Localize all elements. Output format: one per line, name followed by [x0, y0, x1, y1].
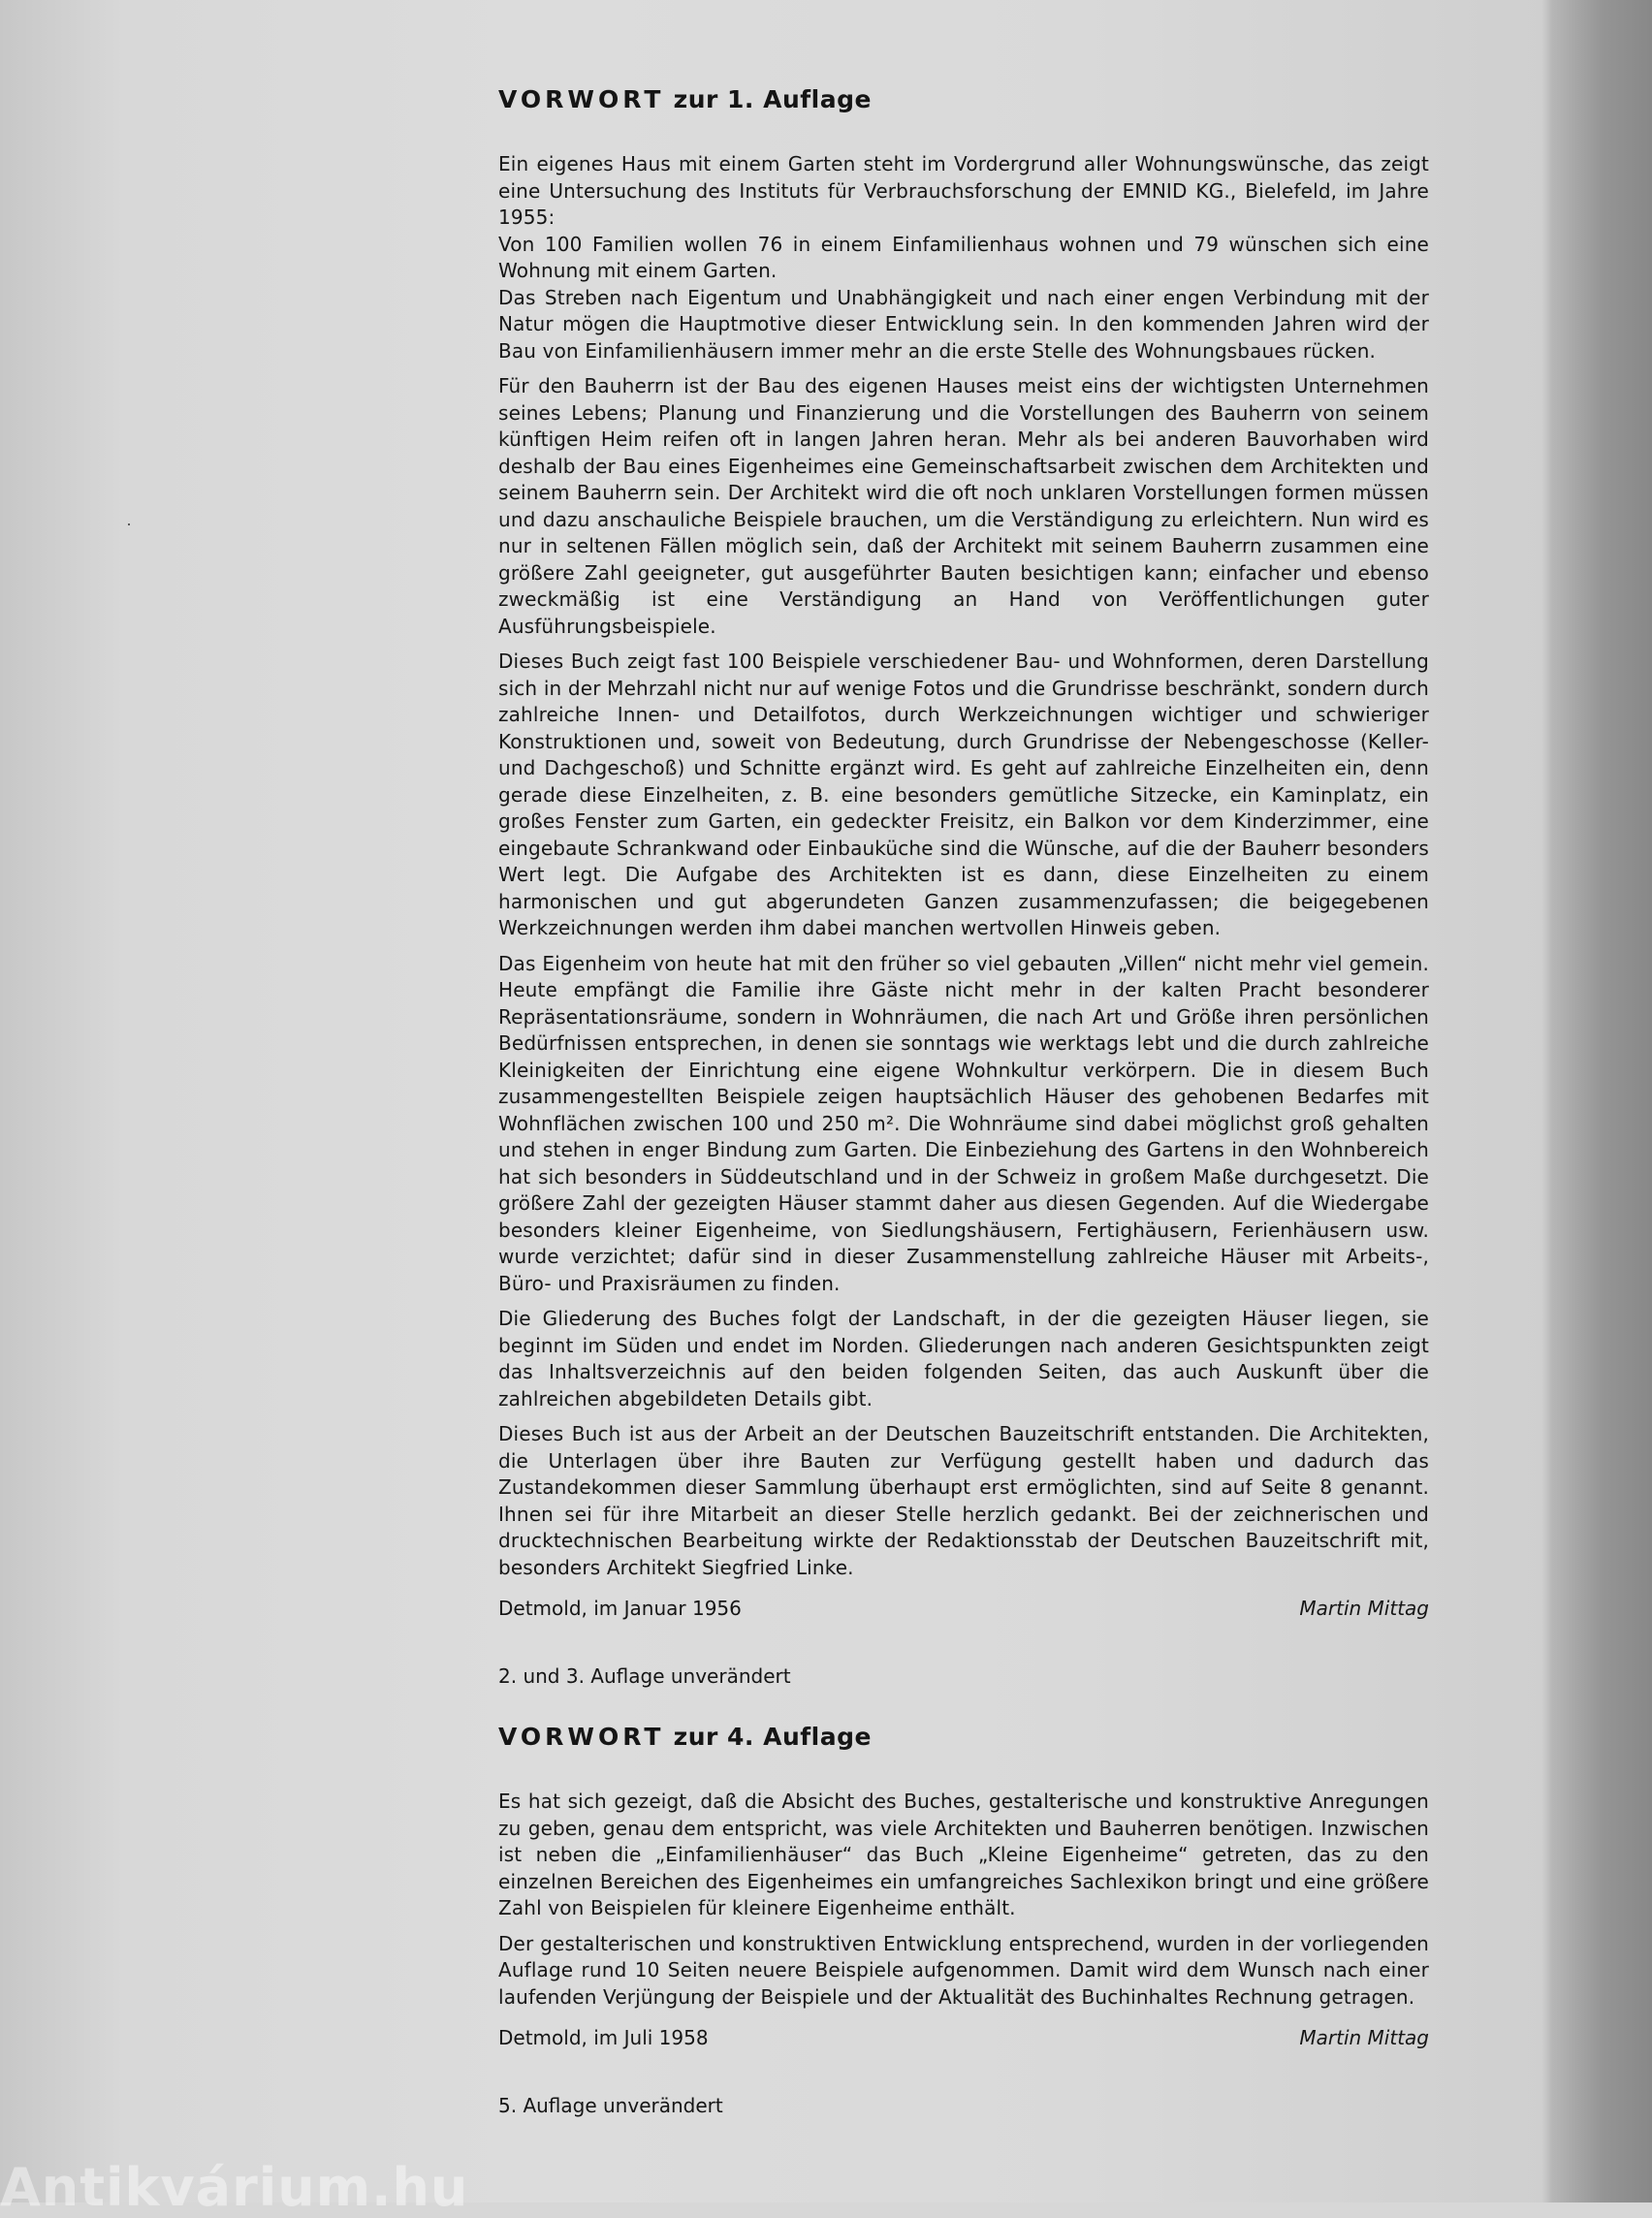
paper-speck — [128, 523, 130, 525]
foreword-first-edition — [498, 81, 1429, 1690]
paragraph: Dieses Buch zeigt fast 100 Beispiele verschiedener Bau- und Wohnformen, deren Darstellung sich in der Mehrzahl nicht nur auf wenige Fotos und die Grundrisse beschränkt, sondern durch zahlreiche Innen- und Detailfotos, durch Werkzeichnungen wichtiger und schwieriger Konstruktionen und, soweit von Bedeutung, durch Grundrisse der Nebengeschosse (Keller- und Dachgeschoß) und Schnitte ergänzt wird. Es geht auf zahlreiche Einzelheiten ein, denn gerade diese Einzelheiten, z. B. eine besonders gemütliche Sitzecke, ein Kaminplatz, ein großes Fenster zum Garten, ein gedeckter Freisitz, ein Balkon vor dem Kinderzimmer, eine eingebaute Schrankwand oder Einbauküche sind die Wünsche, auf die der Bauherr besonders Wert legt. Die Aufgabe des Architekten ist es dann, diese Einzelheiten zu einem harmonischen und gut abgerundeten Ganzen zusammenzufassen; die beigegebenen Werkzeichnungen werden ihm dabei manchen wertvollen Hinweis geben. — [498, 650, 1429, 939]
foreword-fourth-edition — [498, 1719, 1429, 2119]
heading-main: VORWORT — [498, 85, 665, 113]
paragraph: Für den Bauherrn ist der Bau des eigenen Hauses meist eins der wichtigsten Unternehmen seines Lebens; Planung und Finanzierung und die Vorstellungen des Bauherrn von seinem künftigen Heim reifen oft in langen Jahren heran. Mehr als bei anderen Bauvorhaben wird deshalb der Bau eines Eigenheimes eine Gemeinschaftsarbeit zwischen dem Architekten und seinem Bauherrn sein. Der Architekt wird die oft noch unklaren Vorstellungen formen müssen und dazu anschauliche Beispiele brauchen, um die Verständigung zu erleichtern. Nun wird es nur in seltenen Fällen möglich sein, daß der Architekt mit seinem Bauherrn zusammen eine größere Zahl geeigneter, gut ausgeführter Bauten besichtigen kann; einfacher und ebenso zweckmäßig ist eine Verständigung an Hand von Veröffentlichungen guter Ausführungsbeispiele. — [498, 374, 1429, 638]
signature-row — [498, 2024, 1429, 2051]
document-body — [498, 81, 1429, 2119]
place-date: Detmold, im Januar 1956 — [498, 1597, 742, 1620]
paragraph: Ein eigenes Haus mit einem Garten steht im Vordergrund aller Wohnungswünsche, das zeigt eine Untersuchung des Instituts für Verbrauchsforschung der EMNID KG., Bielefeld, im Jahre 1955: Von 100 Familien wollen 76 in einem Einfamilienhaus wohnen und 79 wünschen sich eine Wohnung mit einem Garten. Das Streben nach Eigentum und Unabhängigkeit und nach einer engen Verbindung mit der Natur mögen die Hauptmotive dieser Entwicklung sein. In den kommenden Jahren wird der Bau von Einfamilienhäusern immer mehr an die erste Stelle des Wohnungsbaues rücken. — [498, 152, 1429, 363]
heading-sub: zur 1. Auflage — [673, 85, 872, 113]
watermark: Antikvárium.hu — [0, 2157, 469, 2218]
signature-row — [498, 1595, 1429, 1622]
section-heading — [498, 1719, 1429, 1756]
heading-sub: zur 4. Auflage — [673, 1723, 872, 1751]
paragraph: Es hat sich gezeigt, daß die Absicht des Buches, gestalterische und konstruktive Anregungen zu geben, genau dem entspricht, was viele Architekten und Bauherren benötigen. Inzwischen ist neben die „Einfamilienhäuser“ das Buch „Kleine Eigenheime“ getreten, das zu den einzelnen Bereichen des Eigenheimes ein umfangreiches Sachlexikon bringt und eine größere Zahl von Beispielen für kleinere Eigenheime enthält. — [498, 1790, 1429, 1919]
edition-note: 2. und 3. Auflage unverändert — [498, 1664, 791, 1688]
paragraph: Das Eigenheim von heute hat mit den früher so viel gebauten „Villen“ nicht mehr viel gemein. Heute empfängt die Familie ihre Gäste nicht mehr in der kalten Pracht besonderer Repräsentationsräume, sondern in Wohnräumen, die nach Art und Größe ihren persönlichen Bedürfnissen entsprechen, in denen sie sonntags wie werktags lebt und die durch zahlreiche Kleinigkeiten der Einrichtung eine eigene Wohnkultur verkörpern. Die in diesem Buch zusammengestellten Beispiele zeigen hauptsächlich Häuser des gehobenen Bedarfes mit Wohnflächen zwischen 100 und 250 m². Die Wohnräume sind dabei möglichst groß gehalten und stehen in enger Bindung zum Garten. Die Einbeziehung des Gartens in den Wohnbereich hat sich besonders in Süddeutschland und in der Schweiz in großem Maße durchgesetzt. Die größere Zahl der gezeigten Häuser stammt daher aus diesen Gegenden. Auf die Wiedergabe besonders kleiner Eigenheime, von Siedlungshäusern, Fertighäusern, Ferienhäusern usw. wurde verzichtet; dafür sind in dieser Zusammenstellung zahlreiche Häuser mit Arbeits-, Büro- und Praxisräumen zu finden. — [498, 951, 1429, 1295]
author-signature: Martin Mittag — [1299, 1597, 1429, 1620]
paragraph: Die Gliederung des Buches folgt der Landschaft, in der die gezeigten Häuser liegen, sie beginnt im Süden und endet im Norden. Gliederungen nach anderen Gesichtspunkten zeigt das Inhaltsverzeichnis auf den beiden folgenden Seiten, das auch Auskunft über die zahlreichen abgebildeten Details gibt. — [498, 1307, 1429, 1410]
paragraph: Dieses Buch ist aus der Arbeit an der Deutschen Bauzeitschrift entstanden. Die Architekten, die Unterlagen über ihre Bauten zur Verfügung gestellt haben und dadurch das Zustandekommen dieser Sammlung überhaupt erst ermöglichten, sind auf Seite 8 genannt. Ihnen sei für ihre Mitarbeit an dieser Stelle herzlich gedankt. Bei der zeichnerischen und drucktechnischen Bearbeitung wirkte der Redaktionsstab der Deutschen Bauzeitschrift mit, besonders Architekt Siegfried Linke. — [498, 1422, 1429, 1579]
page-edge — [1541, 0, 1652, 2202]
place-date: Detmold, im Juli 1958 — [498, 2026, 709, 2049]
edition-note: 5. Auflage unverändert — [498, 2094, 723, 2117]
section-heading — [498, 81, 1429, 118]
heading-main: VORWORT — [498, 1723, 665, 1751]
author-signature: Martin Mittag — [1299, 2026, 1429, 2049]
paragraph: Der gestalterischen und konstruktiven Entwicklung entsprechend, wurden in der vorliegenden Auflage rund 10 Seiten neuere Beispiele aufgenommen. Damit wird dem Wunsch nach einer laufenden Verjüngung der Beispiele und der Aktualität des Buchinhaltes Rechnung getragen. — [498, 1931, 1429, 2009]
